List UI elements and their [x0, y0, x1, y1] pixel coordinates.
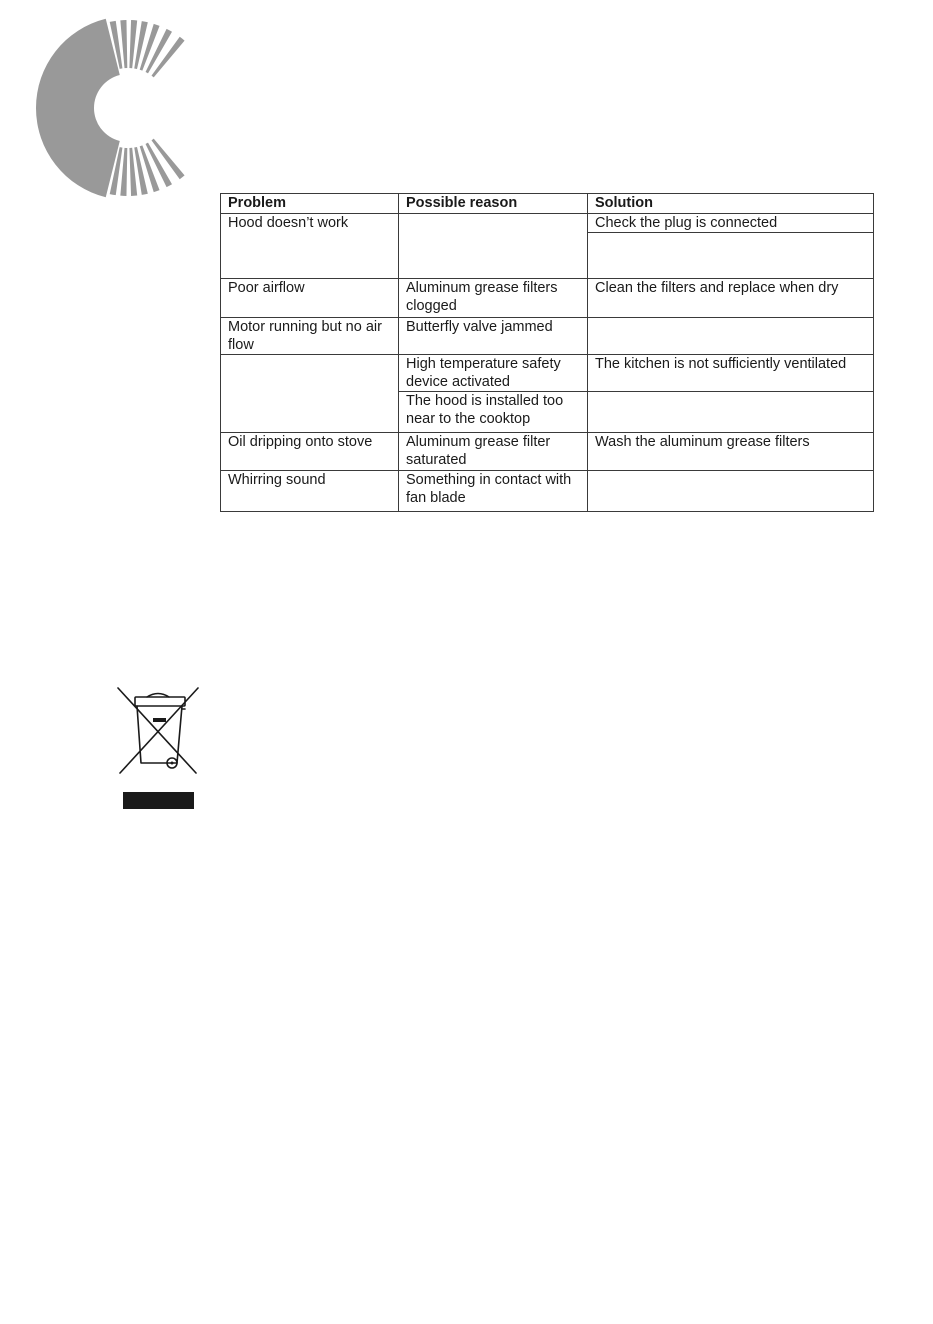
header-solution: Solution: [588, 194, 874, 214]
reason-cell: Aluminum grease filter saturated: [399, 433, 588, 471]
table-header-row: [221, 194, 874, 214]
solution-cell: [588, 392, 874, 433]
table-row: [221, 214, 874, 233]
table-row: [221, 279, 874, 318]
table-row: [221, 433, 874, 471]
reason-cell: [399, 214, 588, 279]
table-row: [221, 318, 874, 355]
problem-cell: [221, 355, 399, 433]
reason-cell: High temperature safety device activated: [399, 355, 588, 392]
reason-cell: Butterfly valve jammed: [399, 318, 588, 355]
troubleshooting-table: [220, 193, 874, 512]
logo-segment: [36, 19, 120, 198]
solution-cell: [588, 318, 874, 355]
problem-cell: Hood doesn’t work: [221, 214, 399, 279]
brand-logo: [28, 16, 198, 202]
problem-cell: Oil dripping onto stove: [221, 433, 399, 471]
problem-cell: Poor airflow: [221, 279, 399, 318]
reason-cell: Aluminum grease filters clogged: [399, 279, 588, 318]
solution-cell: Check the plug is connected: [588, 214, 874, 233]
weee-symbol: [116, 685, 200, 811]
circular-c-logo-icon: [28, 16, 198, 202]
weee-bar: [123, 792, 194, 809]
solution-cell: [588, 233, 874, 279]
solution-cell: Wash the aluminum grease filters: [588, 433, 874, 471]
solution-cell: The kitchen is not sufficiently ventilated: [588, 355, 874, 392]
problem-cell: Motor running but no air flow: [221, 318, 399, 355]
solution-cell: Clean the filters and replace when dry: [588, 279, 874, 318]
reason-cell: Something in contact with fan blade: [399, 471, 588, 512]
header-problem: Problem: [221, 194, 399, 214]
solution-cell: [588, 471, 874, 512]
crossed-out-wheelie-bin-icon: [116, 685, 200, 811]
table-row: [221, 471, 874, 512]
reason-cell: The hood is installed too near to the cooktop: [399, 392, 588, 433]
problem-cell: Whirring sound: [221, 471, 399, 512]
header-possible-reason: Possible reason: [399, 194, 588, 214]
table-row: [221, 355, 874, 392]
